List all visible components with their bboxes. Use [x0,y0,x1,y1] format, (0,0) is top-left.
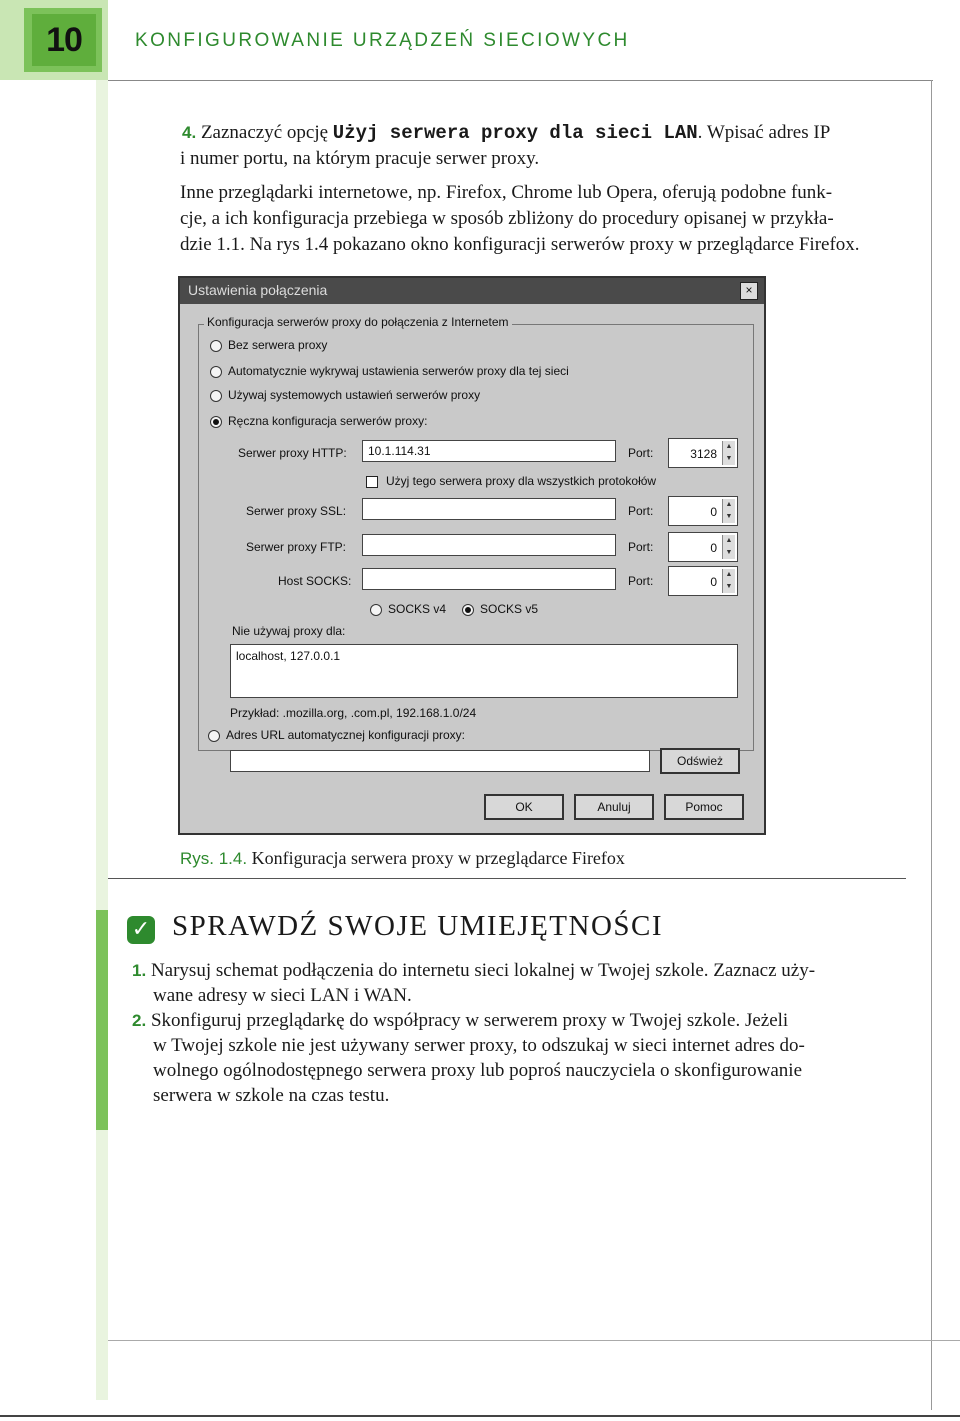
no-proxy-label: Nie używaj proxy dla: [232,624,346,638]
http-port-input[interactable] [668,438,738,468]
chapter-title: KONFIGUROWANIE URZĄDZEŃ SIECIOWYCH [135,30,630,51]
ftp-port-label: Port: [628,540,654,554]
ssl-proxy-label: Serwer proxy SSL: [246,504,347,518]
paragraph-line-1: Inne przeglądarki internetowe, np. Firefox, Chrome lub Opera, oferują podobne funk- [180,182,833,203]
radio-button[interactable] [208,730,220,742]
socks-port-input[interactable] [668,566,738,596]
radio-button[interactable] [210,366,222,378]
question-2-line3: wolnego ogólnodostępnego serwera proxy lub poproś nauczyciela o skonfigurowanie [153,1060,802,1081]
radio-button[interactable] [210,390,222,402]
dialog-titlebar [180,278,764,304]
group-label: Konfiguracja serwerów proxy do połączenia z Internetem [204,315,512,329]
radio-socks4[interactable] [370,602,446,616]
socks-host-input[interactable] [362,568,616,590]
http-port-label: Port: [628,446,654,460]
radio-socks5[interactable] [462,602,538,616]
close-icon[interactable]: × [740,282,758,300]
radio-button[interactable] [210,340,222,352]
step-text-before: Zaznaczyć opcję [200,122,333,143]
question-2-line4: serwera w szkole na czas testu. [153,1085,390,1106]
footer-rule [108,1340,960,1341]
figure-text: Konfiguracja serwera proxy w przeglądarce Firefox [247,848,625,868]
radio-button-selected[interactable] [210,416,222,428]
ok-button[interactable]: OK [484,794,564,820]
step-number: 4. [182,123,197,142]
paragraph-line-2: cje, a ich konfiguracja przebiega w sposób zbliżony do procedury opisanej w przykła- [180,208,834,229]
header-rule [108,80,933,81]
step-4-line2: i numer portu, na którym pracuje serwer proxy. [180,148,540,169]
ssl-port-value: 0 [710,505,717,519]
radio-auto-url[interactable] [208,728,465,742]
right-margin-line [931,80,932,1410]
ftp-port-value: 0 [710,541,717,555]
use-for-all-checkbox[interactable] [366,474,656,488]
radio-label: Adres URL automatycznej konfiguracji proxy: [226,728,465,742]
ssl-proxy-input[interactable] [362,498,616,520]
ftp-proxy-label: Serwer proxy FTP: [246,540,347,554]
radio-label: Automatycznie wykrywaj ustawienia serwerów proxy dla tej sieci [228,364,569,378]
radio-button-selected[interactable] [462,604,474,616]
http-proxy-input[interactable]: 10.1.114.31 [362,440,616,462]
figure-label: Rys. 1.4. [180,849,248,868]
question-line: Narysuj schemat podłączenia do internetu sieci lokalnej w Twojej szkole. Zaznacz uży- [150,960,816,981]
connection-settings-dialog [178,276,766,835]
checkbox-label: Użyj tego serwera proxy dla wszystkich protokołów [386,474,657,488]
port-spinner-icon[interactable]: ▲ ▼ [722,535,735,559]
http-port-value: 3128 [690,447,717,461]
caption-rule [108,878,906,879]
step-text-after: . Wpisać adres IP [697,122,831,143]
question-number: 1. [132,961,147,980]
port-spinner-icon[interactable]: ▲ ▼ [722,569,735,593]
radio-no-proxy[interactable] [210,338,327,352]
socks-port-label: Port: [628,574,654,588]
step-option: Użyj serwera proxy dla sieci LAN [332,122,698,144]
ssl-port-label: Port: [628,504,654,518]
socks-host-label: Host SOCKS: [278,574,352,588]
checkbox[interactable] [366,476,378,488]
margin-stripe [96,80,108,1400]
auto-url-input[interactable] [230,750,650,772]
margin-stripe-accent [96,910,108,1130]
page-number: 10 [32,14,96,66]
ftp-port-input[interactable] [668,532,738,562]
question-1-line2: wane adresy w sieci LAN i WAN. [153,985,412,1006]
dialog-title: Ustawienia połączenia [188,282,328,298]
radio-button[interactable] [370,604,382,616]
question-2 [132,1008,922,1034]
step-4 [182,120,922,146]
radio-label: Ręczna konfiguracja serwerów proxy: [228,414,428,428]
question-1 [132,958,922,984]
question-number: 2. [132,1011,147,1030]
help-button[interactable]: Pomoc [664,794,744,820]
figure-caption [180,848,625,869]
no-proxy-example: Przykład: .mozilla.org, .com.pl, 192.168.1.0/24 [230,706,477,720]
bottom-rule [0,1415,960,1417]
radio-system[interactable] [210,388,480,402]
radio-label: SOCKS v5 [480,602,539,616]
question-line: Skonfiguruj przeglądarkę do współpracy w serwerem proxy w Twojej szkole. Jeżeli [150,1010,789,1031]
radio-label: Używaj systemowych ustawień serwerów proxy [228,388,481,402]
ftp-proxy-input[interactable] [362,534,616,556]
question-2-line2: w Twojej szkole nie jest używany serwer proxy, to odszukaj w sieci internet adres do- [153,1035,805,1056]
reload-button[interactable]: Odśwież [660,748,740,774]
ssl-port-input[interactable] [668,496,738,526]
port-spinner-icon[interactable]: ▲ ▼ [722,441,735,465]
radio-manual[interactable] [210,414,427,428]
port-spinner-icon[interactable]: ▲ ▼ [722,499,735,523]
no-proxy-textarea[interactable]: localhost, 127.0.0.1 [230,644,738,698]
radio-label: SOCKS v4 [388,602,447,616]
checkmark-icon: ✓ [127,916,155,944]
http-proxy-label: Serwer proxy HTTP: [238,446,347,460]
cancel-button[interactable]: Anuluj [574,794,654,820]
radio-label: Bez serwera proxy [228,338,328,352]
section-title: SPRAWDŹ SWOJE UMIEJĘTNOŚCI [172,910,664,942]
paragraph-line-3: dzie 1.1. Na rys 1.4 pokazano okno konfiguracji serwerów proxy w przeglądarce Firefox. [180,234,860,255]
socks-port-value: 0 [710,575,717,589]
radio-auto-detect[interactable] [210,364,569,378]
